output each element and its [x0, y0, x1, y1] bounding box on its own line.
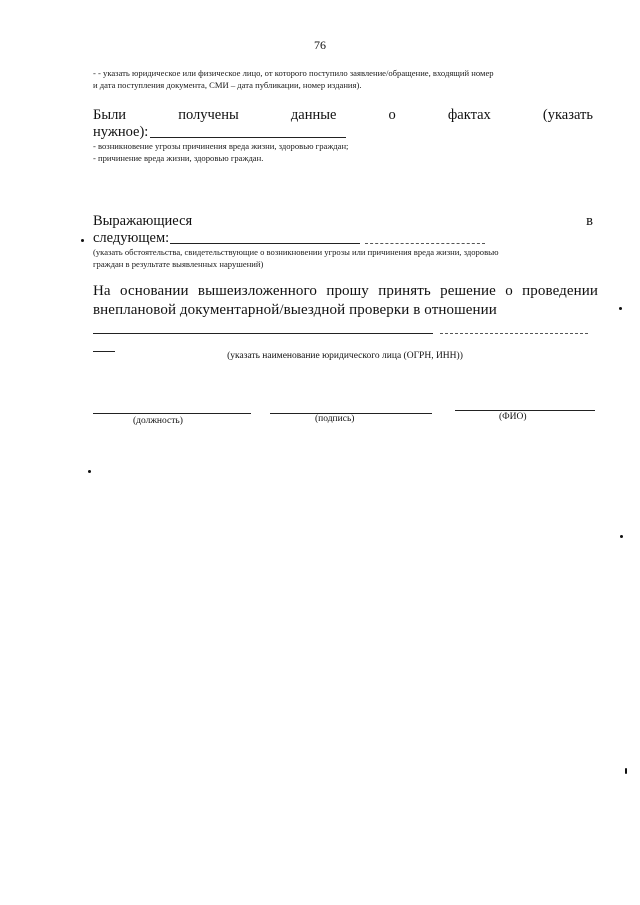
expressed-note-line-1: (указать обстоятельства, свидетельствующие о возникновении угрозы или причинения вреда жизни, здоровью: [93, 247, 499, 257]
margin-dot-4: [620, 535, 623, 538]
facts-options: [93, 140, 593, 164]
entity-label: (указать наименование юридического лица (ОГРН, ИНН)): [227, 351, 463, 361]
facts-word-6: (указать: [542, 107, 593, 123]
margin-dot-3: [88, 470, 91, 473]
facts-heading: [93, 107, 593, 124]
facts-fill-line: [150, 137, 346, 138]
expressed-note: [93, 246, 598, 270]
entity-fill-line-b: [440, 333, 588, 334]
position-label: (должность): [133, 416, 183, 426]
page-number: 76: [314, 38, 326, 52]
name-label: (ФИО): [499, 412, 527, 422]
expressed-fill-line-a: [170, 243, 360, 244]
request-line-2: внеплановой документарной/выездной проверки в отношении: [93, 302, 497, 318]
expressed-heading: [93, 213, 593, 230]
margin-dot-5: [625, 768, 627, 774]
position-line: [93, 413, 251, 414]
expressed-word-1: Выражающиеся: [93, 213, 193, 229]
facts-word-4: о: [388, 107, 396, 123]
request-line-1: На основании вышеизложенного прошу принять решение о проведении: [93, 283, 598, 299]
expressed-note-line-2: граждан в результате выявленных нарушений): [93, 259, 264, 269]
facts-option-1: - возникновение угрозы причинения вреда жизни, здоровью граждан;: [93, 141, 349, 151]
entity-fill-line-a: [93, 333, 433, 334]
intro-note-line-2: и дата поступления документа, СМИ – дата публикации, номер издания).: [93, 80, 362, 90]
facts-word-2: получены: [178, 107, 239, 123]
margin-dot-1: [81, 239, 84, 242]
margin-dot-2: [619, 307, 622, 310]
expressed-fill-line-b: [365, 243, 485, 244]
facts-word-1: Были: [93, 107, 127, 123]
intro-note-line-1: - - указать юридическое или физическое лицо, от которого поступило заявление/обращение, входящий номер: [93, 68, 494, 78]
facts-word-3: данные: [290, 107, 337, 123]
intro-note: [93, 67, 598, 91]
expressed-word-2: в: [586, 213, 593, 229]
facts-word-5: фактах: [447, 107, 491, 123]
signature-label: (подпись): [315, 414, 355, 424]
name-line: [455, 410, 595, 411]
facts-line-2: нужное):: [93, 124, 149, 140]
expressed-line-2: следующем:: [93, 230, 170, 246]
facts-option-2: - причинение вреда жизни, здоровью граждан.: [93, 153, 264, 163]
request-paragraph: [93, 282, 598, 320]
